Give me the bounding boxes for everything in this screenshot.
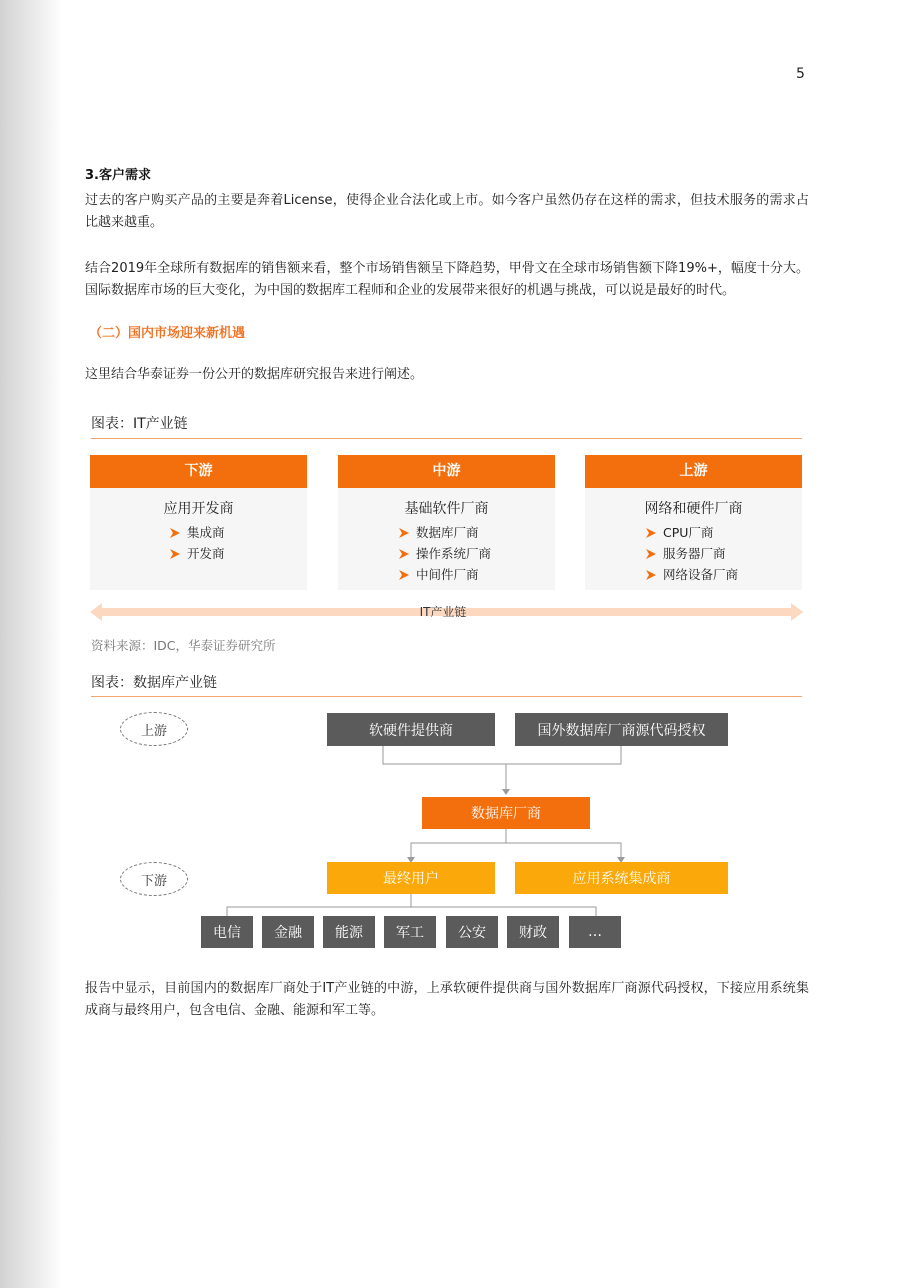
- figure-db-chain-title: 图表：数据库产业链: [91, 675, 217, 691]
- figure-title-divider: [91, 696, 802, 697]
- closing-paragraph: 报告中显示，目前国内的数据库厂商处于IT产业链的中游，上承软硬件提供商与国外数据库厂商源代码授权，下接应用系统集成商与最终用户，包含电信、金融、能源和军工等。: [85, 981, 809, 1018]
- industry-box: 军工: [384, 916, 436, 948]
- industry-box: 财政: [507, 916, 559, 948]
- chain-column-header: 中游: [338, 455, 555, 488]
- arrow-bullet-icon: [645, 527, 657, 539]
- industry-box: 电信: [201, 916, 253, 948]
- chain-list-item: 数据库厂商: [338, 522, 555, 543]
- chain-list-item: 中间件厂商: [338, 564, 555, 585]
- chain-list-item: 网络设备厂商: [585, 564, 802, 585]
- page-number: 5: [796, 66, 805, 82]
- downstream-ellipse-label: 下游: [120, 862, 188, 896]
- downstream-box-end-users: 最终用户: [327, 862, 495, 894]
- industry-box: 能源: [323, 916, 375, 948]
- arrow-bullet-icon: [645, 569, 657, 581]
- customer-needs-paragraph-1: 过去的客户购买产品的主要是奔着License，使得企业合法化或上市。如今客户虽然仍存在这样的需求，但技术服务的需求占比越来越重。: [85, 193, 809, 230]
- customer-needs-heading: 3.客户需求: [85, 168, 151, 183]
- arrow-bullet-icon: [398, 527, 410, 539]
- arrow-bullet-icon: [398, 569, 410, 581]
- arrow-bullet-icon: [645, 548, 657, 560]
- industry-box: …: [569, 916, 621, 948]
- chain-column-midstream: [338, 455, 555, 590]
- chain-column-subtitle: 应用开发商: [163, 501, 234, 517]
- industry-box: 金融: [262, 916, 314, 948]
- figure-title-divider: [91, 438, 802, 439]
- upstream-box-foreign-license: 国外数据库厂商源代码授权: [515, 713, 728, 746]
- chain-list-item: CPU厂商: [585, 522, 802, 543]
- chain-column-upstream: [585, 455, 802, 590]
- upstream-ellipse-label: 上游: [120, 712, 188, 746]
- center-box-db-vendor: 数据库厂商: [422, 797, 590, 829]
- figure-it-chain-title: 图表：IT产业链: [91, 416, 188, 432]
- domestic-market-paragraph: 这里结合华泰证券一份公开的数据库研究报告来进行阐述。: [85, 367, 424, 382]
- downstream-box-integrators: 应用系统集成商: [515, 862, 728, 894]
- chain-column-downstream: [90, 455, 307, 590]
- page-left-shadow: [0, 0, 62, 1288]
- figure-source-note: 资料来源：IDC，华泰证券研究所: [91, 638, 276, 653]
- chain-list-item: 操作系统厂商: [338, 543, 555, 564]
- chain-column-header: 上游: [585, 455, 802, 488]
- chain-column-subtitle: 网络和硬件厂商: [644, 501, 743, 517]
- chain-list-item: 开发商: [90, 543, 307, 564]
- industry-box: 公安: [446, 916, 498, 948]
- domestic-market-heading: （二）国内市场迎来新机遇: [89, 326, 246, 341]
- arrow-bullet-icon: [169, 548, 181, 560]
- chain-column-header: 下游: [90, 455, 307, 488]
- arrow-bullet-icon: [398, 548, 410, 560]
- chain-column-subtitle: 基础软件厂商: [404, 501, 489, 517]
- chain-list-item: 集成商: [90, 522, 307, 543]
- it-chain-arrow-label: IT产业链: [419, 605, 467, 619]
- upstream-box-hardware-software: 软硬件提供商: [327, 713, 495, 746]
- chain-list-item: 服务器厂商: [585, 543, 802, 564]
- customer-needs-paragraph-2: 结合2019年全球所有数据库的销售额来看，整个市场销售额呈下降趋势，甲骨文在全球市场销售额下降19%+，幅度十分大。国际数据库市场的巨大变化，为中国的数据库工程师和企业的发展带来很好的机遇与挑战，可以说是最好的时代。: [85, 261, 809, 298]
- arrow-bullet-icon: [169, 527, 181, 539]
